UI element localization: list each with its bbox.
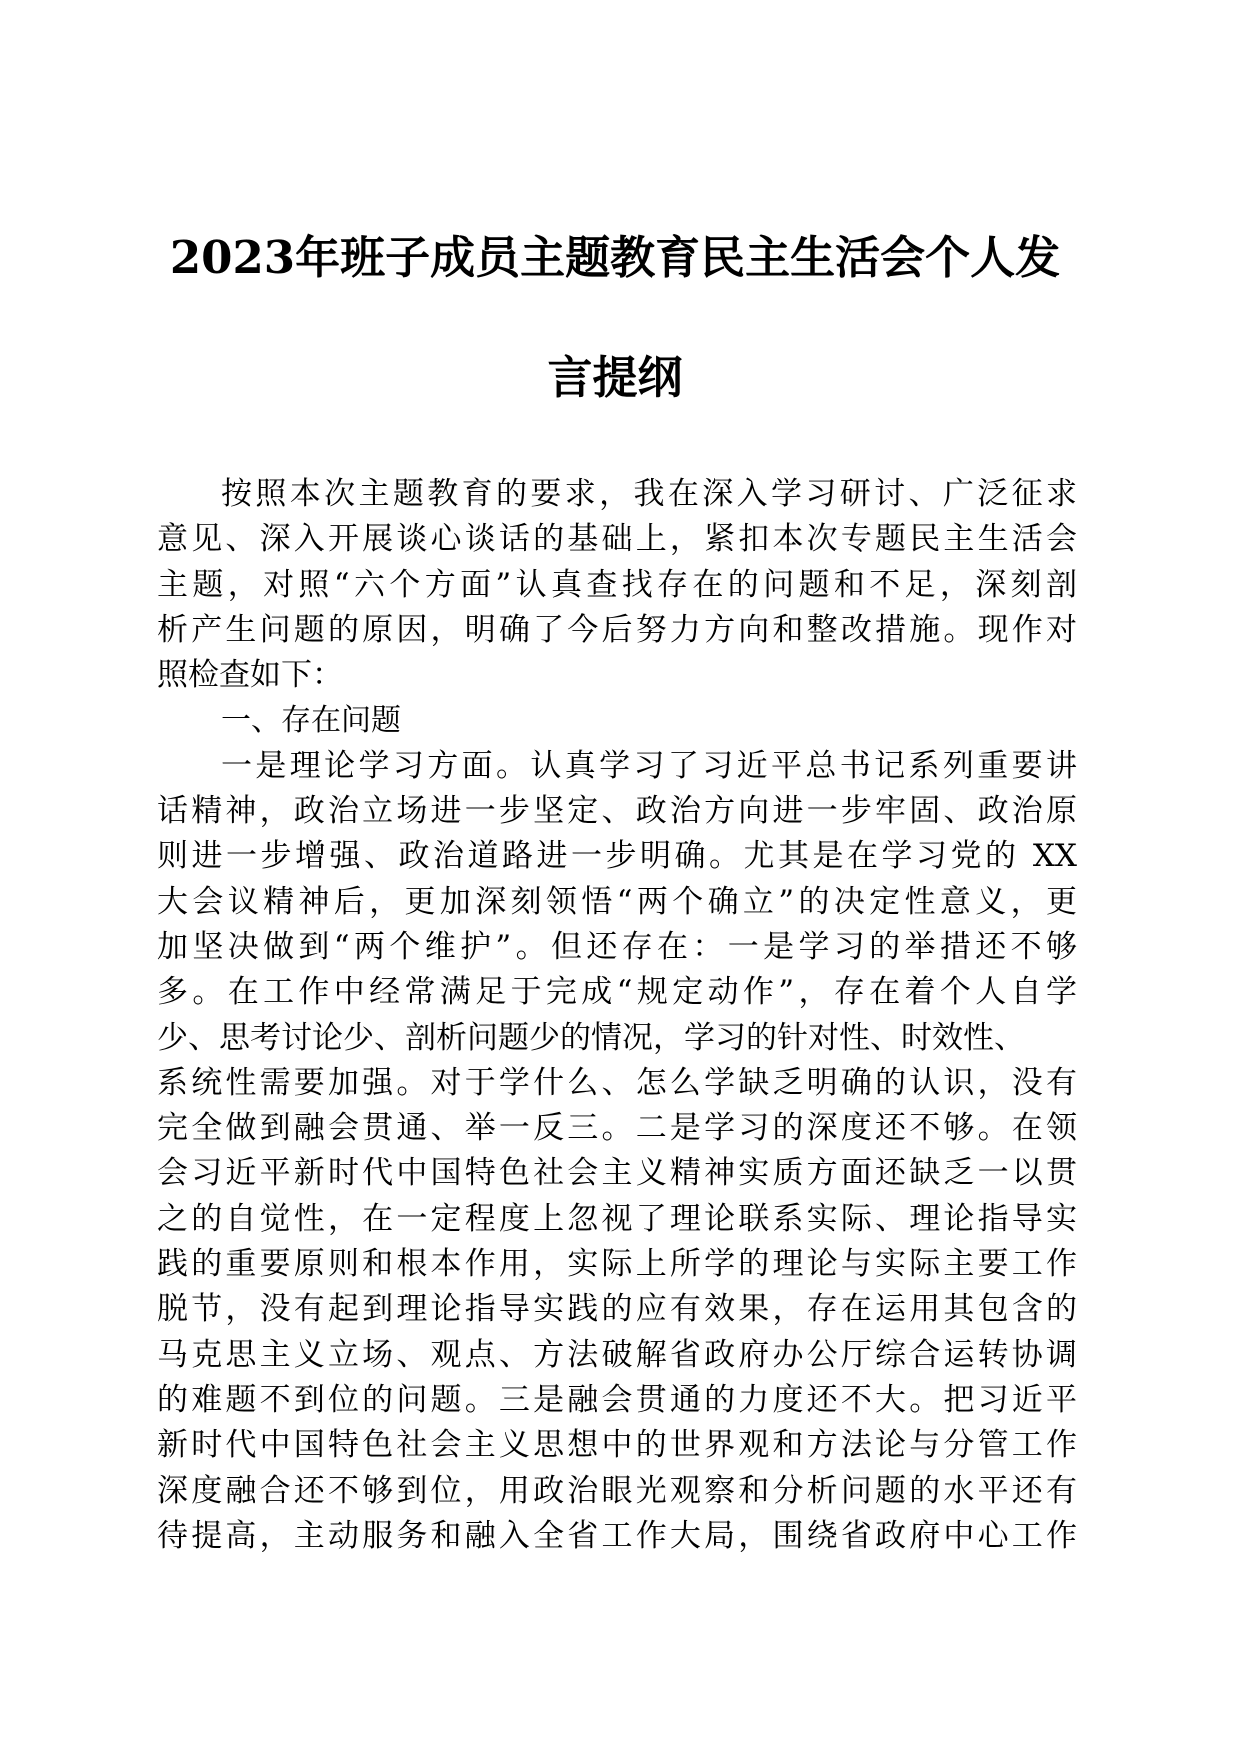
text-line: 少、思考讨论少、剖析问题少的情况，学习的针对性、时效性、	[157, 1019, 1025, 1056]
text-line: 照检查如下：	[157, 657, 343, 694]
document-body	[157, 472, 1077, 1559]
text-line: 践的重要原则和根本作用，实际上所学的理论与实际主要工作	[157, 1246, 1077, 1283]
text-line: 一是理论学习方面。认真学习了习近平总书记系列重要讲	[221, 747, 1077, 784]
text-line: 加坚决做到“两个维护”。但还存在：一是学习的举措还不够	[157, 928, 1077, 965]
text-line: 大会议精神后，更加深刻领悟“两个确立”的决定性意义，更	[157, 883, 1077, 920]
text-line: 脱节，没有起到理论指导实践的应有效果，存在运用其包含的	[157, 1291, 1077, 1328]
text-line: 则进一步增强、政治道路进一步明确。尤其是在学习党的 XX	[157, 838, 1077, 875]
text-line: 析产生问题的原因，明确了今后努力方向和整改措施。现作对	[157, 611, 1077, 648]
text-line: 的难题不到位的问题。三是融会贯通的力度还不大。把习近平	[157, 1381, 1077, 1418]
text-line: 系统性需要加强。对于学什么、怎么学缺乏明确的认识，没有	[157, 1064, 1077, 1101]
text-line: 待提高，主动服务和融入全省工作大局，围绕省政府中心工作	[157, 1517, 1077, 1554]
text-line: 多。在工作中经常满足于完成“规定动作”，存在着个人自学	[157, 974, 1077, 1011]
text-line: 马克思主义立场、观点、方法破解省政府办公厅综合运转协调	[157, 1336, 1077, 1373]
text-line: 会习近平新时代中国特色社会主义精神实质方面还缺乏一以贯	[157, 1155, 1077, 1192]
text-line: 新时代中国特色社会主义思想中的世界观和方法论与分管工作	[157, 1427, 1077, 1464]
text-line: 话精神，政治立场进一步坚定、政治方向进一步牢固、政治原	[157, 793, 1077, 830]
section-heading: 一、存在问题	[221, 703, 401, 739]
document-title-line-2: 言提纲	[547, 351, 683, 404]
text-line: 之的自觉性，在一定程度上忽视了理论联系实际、理论指导实	[157, 1200, 1077, 1237]
text-line: 意见、深入开展谈心谈话的基础上，紧扣本次专题民主生活会	[157, 521, 1077, 558]
text-line: 按照本次主题教育的要求，我在深入学习研讨、广泛征求	[221, 476, 1077, 512]
text-line: 主题，对照“六个方面”认真查找存在的问题和不足，深刻剖	[157, 566, 1077, 603]
document-title-line-1: 2023年班子成员主题教育民主生活会个人发	[169, 231, 1061, 284]
text-line: 深度融合还不够到位，用政治眼光观察和分析问题的水平还有	[157, 1472, 1077, 1509]
text-line: 完全做到融会贯通、举一反三。二是学习的深度还不够。在领	[157, 1110, 1077, 1147]
